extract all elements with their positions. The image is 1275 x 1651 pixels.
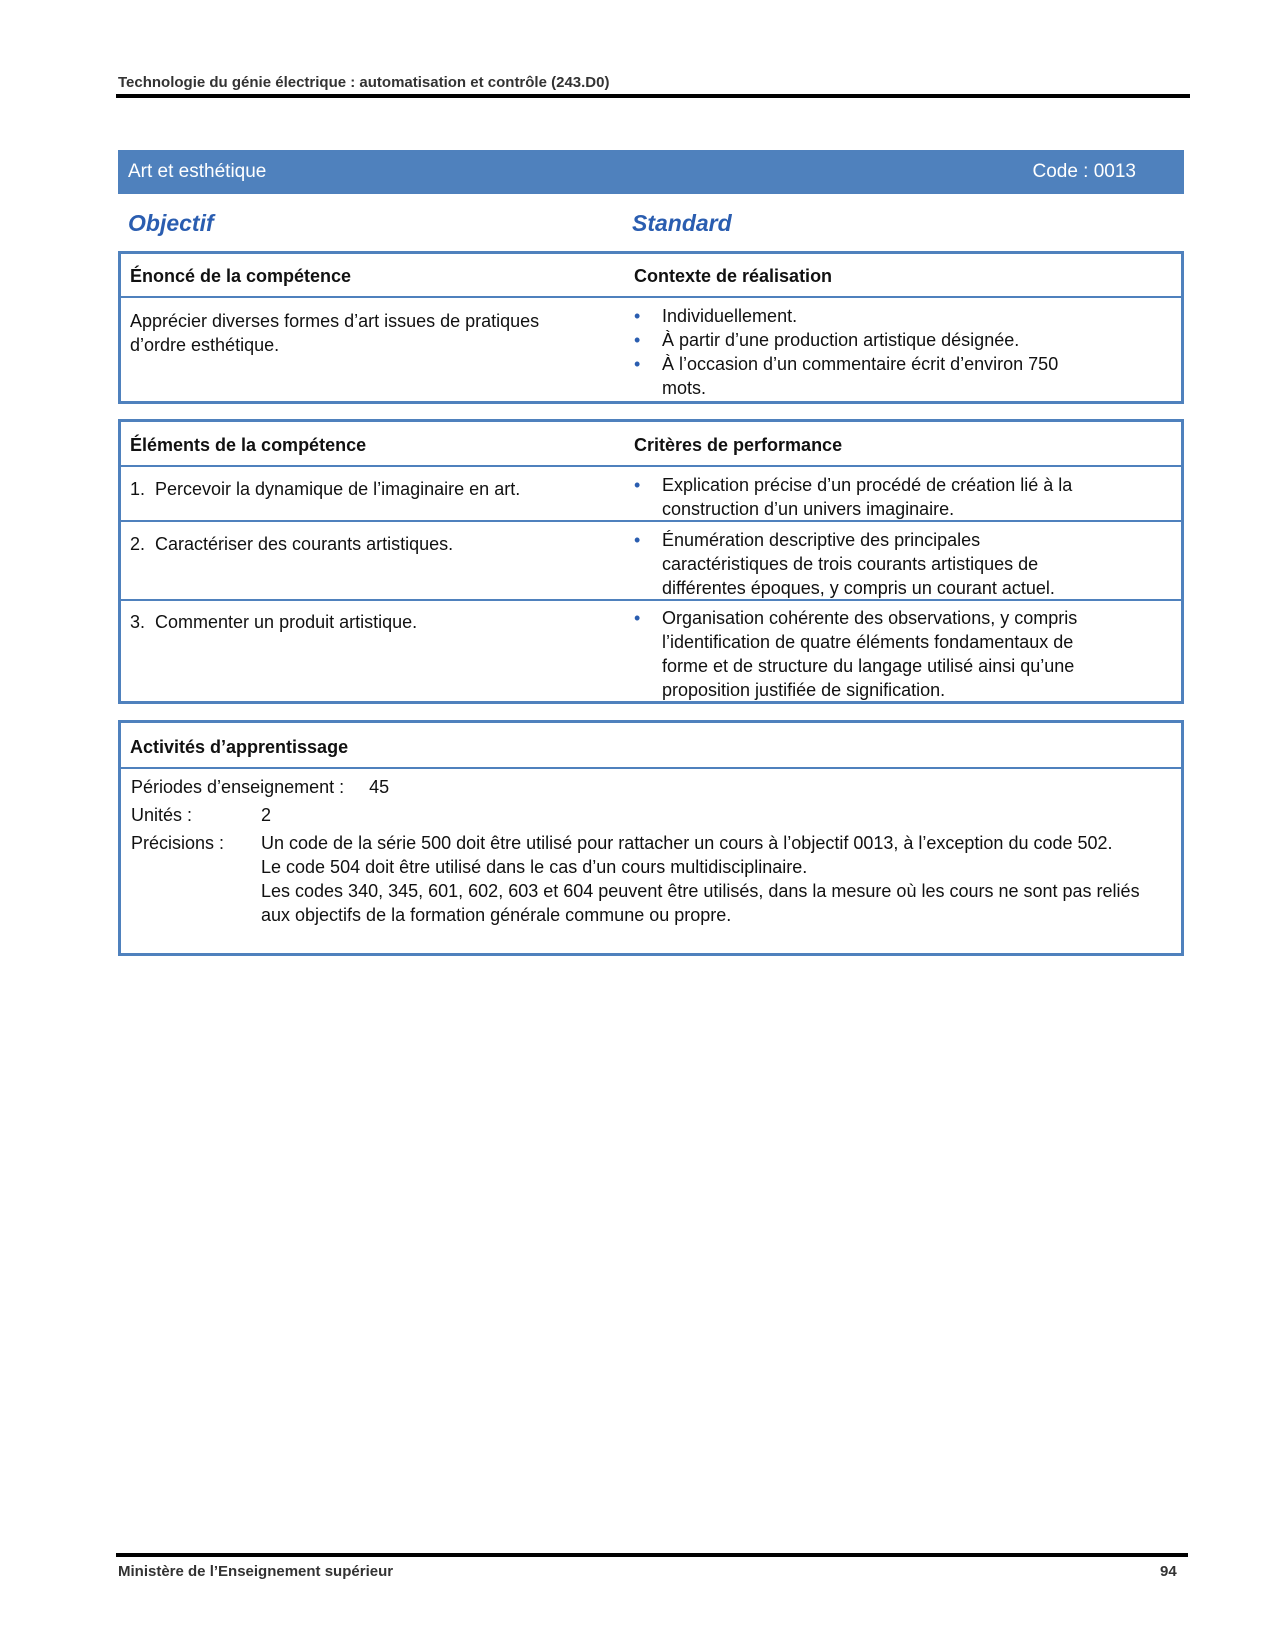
criterion-item: • Organisation cohérente des observations, y compris l’identification de quatre éléments fondamentaux de forme et de structure du langage utilisé ainsi qu’une proposition justifiée de signification. — [634, 606, 1124, 702]
row-divider — [121, 599, 1181, 601]
objectif-heading: Objectif — [128, 210, 214, 236]
header-rule — [116, 94, 1190, 98]
elements-divider — [121, 465, 1181, 467]
competency-title-band — [118, 150, 1184, 194]
row-divider — [121, 520, 1181, 522]
periodes-row — [131, 775, 389, 799]
document-header-title: Technologie du génie électrique : automatisation et contrôle (243.D0) — [118, 74, 610, 91]
elements-heading: Éléments de la compétence — [130, 435, 367, 455]
unites-value: 2 — [261, 805, 272, 825]
context-heading: Contexte de réalisation — [634, 266, 833, 286]
context-item: • À partir d’une production artistique désignée. — [634, 328, 1084, 352]
enonce-divider — [121, 296, 1181, 298]
criterion-item: • Explication précise d’un procédé de création lié à la construction d’un univers imaginaire. — [634, 473, 1124, 521]
element-item: 2. Caractériser des courants artistiques. — [130, 534, 454, 554]
precisions-list — [261, 831, 1161, 927]
unites-row — [131, 803, 271, 827]
precision-item: Le code 504 doit être utilisé dans le cas d’un cours multidisciplinaire. — [261, 857, 808, 877]
element-item: 3. Commenter un produit artistique. — [130, 612, 418, 632]
criteria-list — [634, 606, 1124, 702]
context-item: • À l’occasion d’un commentaire écrit d’environ 750 mots. — [634, 352, 1084, 400]
periodes-value: 45 — [369, 777, 390, 797]
criteria-list — [634, 528, 1094, 600]
elements-section — [118, 419, 1184, 704]
enonce-section — [118, 251, 1184, 404]
enonce-text: Apprécier diverses formes d’art issues de pratiques d’ordre esthétique. — [130, 311, 540, 355]
criteria-list — [634, 473, 1124, 521]
element-item: 1. Percevoir la dynamique de l’imaginaire en art. — [130, 479, 521, 499]
precision-item: Les codes 340, 345, 601, 602, 603 et 604 peuvent être utilisés, dans la mesure où les cours ne sont pas reliés aux objectifs de la formation générale commune ou propre. — [261, 881, 1140, 925]
competency-code: Code : 0013 — [1032, 161, 1136, 182]
precisions-label: Précisions : — [131, 833, 225, 853]
periodes-label: Périodes d’enseignement : — [131, 777, 345, 797]
activites-heading: Activités d’apprentissage — [130, 737, 349, 757]
precision-item: Un code de la série 500 doit être utilisé pour rattacher un cours à l’objectif 0013, à l’exception du code 502. — [261, 833, 1113, 853]
criteria-heading: Critères de performance — [634, 435, 843, 455]
activites-divider — [121, 767, 1181, 769]
context-list — [634, 304, 1084, 400]
context-item: • Individuellement. — [634, 304, 1084, 328]
standard-heading: Standard — [632, 210, 732, 236]
page-number: 94 — [1160, 1563, 1177, 1580]
footer-ministry: Ministère de l’Enseignement supérieur — [118, 1563, 394, 1580]
activites-section — [118, 720, 1184, 956]
competency-title: Art et esthétique — [128, 161, 267, 182]
enonce-heading: Énoncé de la compétence — [130, 266, 352, 286]
unites-label: Unités : — [131, 805, 193, 825]
criterion-item: • Énumération descriptive des principales caractéristiques de trois courants artistiques de différentes époques, y compris un courant actuel. — [634, 528, 1094, 600]
footer-rule — [116, 1553, 1188, 1557]
